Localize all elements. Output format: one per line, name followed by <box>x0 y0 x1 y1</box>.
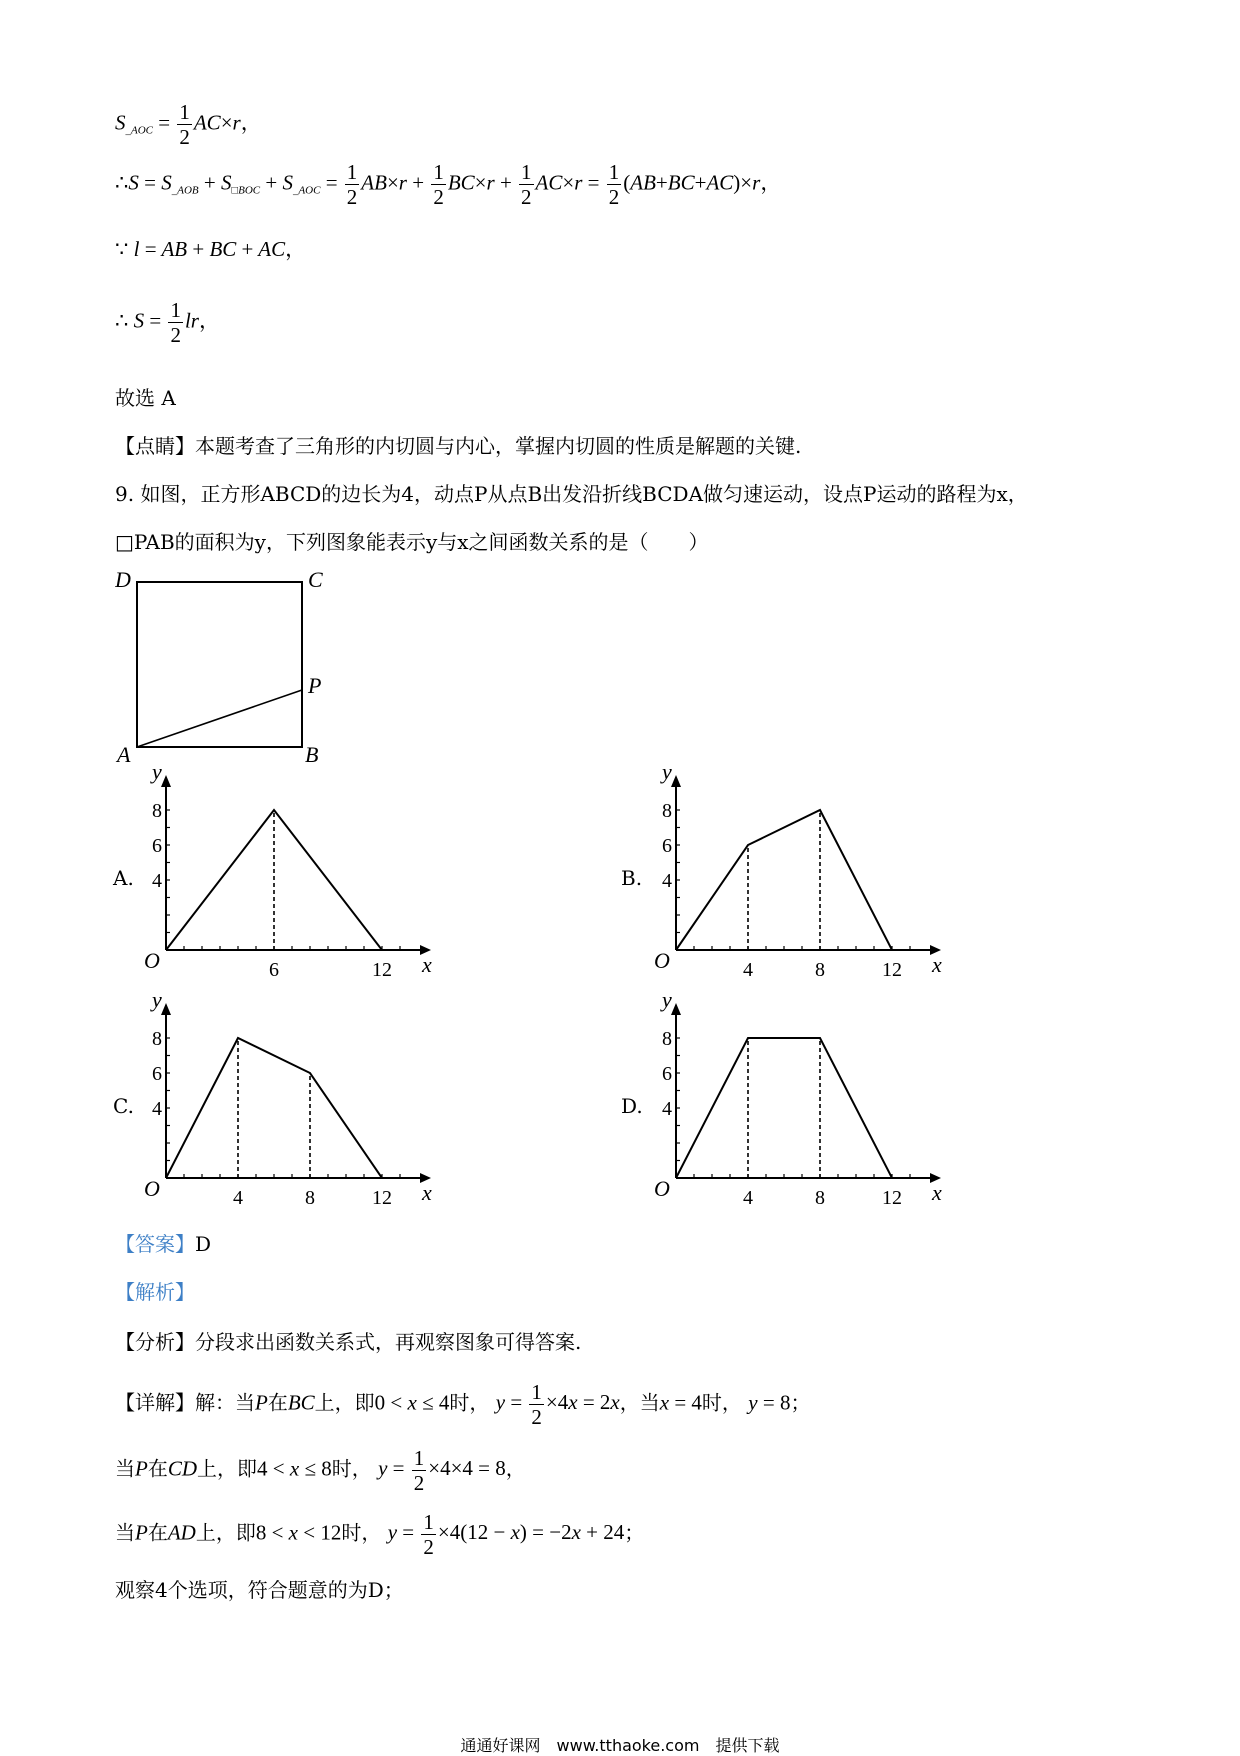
y-tick-label: 8 <box>152 1028 162 1050</box>
formula-area-sum: ∴S = $S_{\_AOB} + S_{□BOC} + S_{\_AOC}$ = $\frac{1}{2}$ AB×r + $\frac{1}{2}$ BC×r + $\frac{1}{2}$ AC×r = $\frac{1}{2}$ (AB+BC+AC)×r， <box>115 160 782 209</box>
detail-line-2: 当P在CD上，即4 < x ≤ 8时， y = $\frac{1}{2}$ ×4×4 = 8， <box>115 1446 526 1495</box>
origin-label: O <box>654 1176 670 1201</box>
choose-a-text: 故选 A <box>115 386 176 410</box>
y-tick-label: 4 <box>662 1098 672 1120</box>
graph-option-b <box>650 765 950 985</box>
y-tick-label: 6 <box>152 835 162 857</box>
label-c: C <box>308 567 323 592</box>
x-tick-label: 8 <box>815 959 825 981</box>
formula-perimeter: ∵ l = AB + BC + AC， <box>115 237 307 261</box>
x-axis-label: x <box>932 952 942 977</box>
option-d-label: D. <box>621 1094 643 1118</box>
y-tick-label: 6 <box>662 835 672 857</box>
y-tick-label: 8 <box>152 800 162 822</box>
comment-line <box>115 432 801 460</box>
comment-text: 本题考查了三角形的内切圆与内心，掌握内切圆的性质是解题的关键. <box>195 434 802 458</box>
answer-value: D <box>195 1232 212 1256</box>
option-b-label: B. <box>621 866 643 890</box>
x-tick-label: 12 <box>372 1187 392 1209</box>
function-line <box>676 810 892 950</box>
detail-label: 【详解】 <box>115 1390 195 1415</box>
x-axis-label: x <box>932 1180 942 1205</box>
label-d: D <box>115 567 131 592</box>
answer-line <box>115 1230 211 1258</box>
y-axis-label: y <box>152 765 162 784</box>
answer-label: 【答案】 <box>115 1232 195 1256</box>
formula-conclusion: ∴ S = $\frac{1}{2}$ lr， <box>115 298 220 347</box>
x-tick-label: 4 <box>233 1187 243 1209</box>
question-line-2: □PAB的面积为y，下列图象能表示y与x之间函数关系的是（ ） <box>115 530 709 554</box>
origin-label: O <box>144 948 160 973</box>
y-tick-label: 4 <box>152 1098 162 1120</box>
question-number: 9. <box>115 482 141 506</box>
detail-line-3: 当P在AD上，即8 < x < 12时， y = $\frac{1}{2}$ ×4(12 − x) = −2x + 24； <box>115 1510 645 1559</box>
x-tick-label: 6 <box>269 959 279 981</box>
square-figure <box>115 565 335 765</box>
x-tick-label: 4 <box>743 1187 753 1209</box>
analysis-text: 分段求出函数关系式，再观察图象可得答案. <box>195 1330 582 1354</box>
x-axis-label: x <box>422 1180 432 1205</box>
y-tick-label: 8 <box>662 1028 672 1050</box>
option-c-label: C. <box>113 1094 134 1118</box>
y-axis-arrow <box>161 775 171 787</box>
y-tick-label: 6 <box>152 1063 162 1085</box>
label-a: A <box>117 742 131 765</box>
function-line <box>676 1038 892 1178</box>
y-tick-label: 4 <box>152 870 162 892</box>
x-tick-label: 12 <box>882 1187 902 1209</box>
analysis-line <box>115 1328 581 1356</box>
analysis-tag: 【分析】 <box>115 1330 195 1354</box>
label-p: P <box>308 673 322 698</box>
comment-label: 【点睛】 <box>115 434 195 458</box>
question-line-1 <box>115 480 1028 508</box>
y-axis-arrow <box>671 775 681 787</box>
question-text-1: 如图，正方形ABCD的边长为4，动点P从点B出发沿折线BCDA做匀速运动，设点P运动的路程为x， <box>140 482 1028 506</box>
x-tick-label: 12 <box>882 959 902 981</box>
footer: 通通好课网 www.tthaoke.com 提供下载 <box>460 1736 780 1755</box>
y-tick-label: 8 <box>662 800 672 822</box>
x-tick-label: 12 <box>372 959 392 981</box>
y-axis-arrow <box>161 1003 171 1015</box>
label-b: B <box>305 742 319 765</box>
y-axis-arrow <box>671 1003 681 1015</box>
y-axis-label: y <box>152 993 162 1012</box>
y-tick-label: 6 <box>662 1063 672 1085</box>
graph-option-a <box>140 765 440 985</box>
x-axis-label: x <box>422 952 432 977</box>
y-axis-label: y <box>662 765 672 784</box>
graph-option-d <box>650 993 950 1213</box>
graph-option-c <box>140 993 440 1213</box>
x-tick-label: 8 <box>815 1187 825 1209</box>
y-axis-label: y <box>662 993 672 1012</box>
x-tick-label: 8 <box>305 1187 315 1209</box>
detail-line-1: 【详解】解：当P在BC上，即0 < x ≤ 4时， y = $\frac{1}{2}$ ×4x = 2x，当x = 4时， y = 8； <box>115 1380 811 1429</box>
function-line <box>166 1038 382 1178</box>
y-tick-label: 4 <box>662 870 672 892</box>
analysis-label: 【解析】 <box>115 1280 195 1304</box>
origin-label: O <box>654 948 670 973</box>
origin-label: O <box>144 1176 160 1201</box>
option-a-label: A. <box>113 866 134 890</box>
formula-s-aoc: $S_{\_AOC}$ = $\frac{1}{2}$ AC×r， <box>115 100 262 149</box>
detail-line-4: 观察4个选项，符合题意的为D； <box>115 1578 404 1602</box>
x-tick-label: 4 <box>743 959 753 981</box>
